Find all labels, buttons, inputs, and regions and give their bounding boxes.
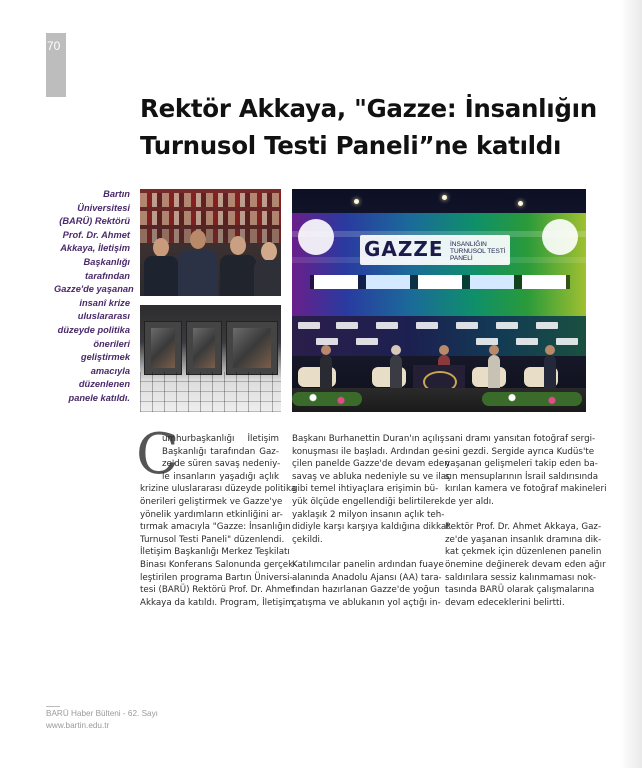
text-line: Başkanlığı tarafından Gaz- bbox=[162, 446, 279, 457]
text-line: düzeyde politika bbox=[57, 324, 130, 335]
text-line: Binası Konferans Salonunda gerçek- bbox=[140, 559, 297, 570]
text-line: yaklaşık 2 milyon insanın açlık teh- bbox=[292, 509, 445, 520]
text-line: yönelik yardımların etkinliğini ar- bbox=[140, 509, 283, 520]
column-lines bbox=[140, 483, 297, 609]
ceiling-light bbox=[354, 199, 359, 204]
text-line: çatışma ve ablukanın yol açtığı in- bbox=[292, 597, 441, 608]
text-line: sani dramı yansıtan fotoğraf sergi- bbox=[445, 434, 596, 444]
text-line: sini gezdi. Sergide ayrıca Kudüs'te bbox=[445, 446, 595, 457]
text-line: devam edeceklerini belirtti. bbox=[445, 597, 565, 608]
panelist bbox=[390, 355, 402, 389]
footer-rule bbox=[46, 706, 60, 707]
screen-brand bbox=[360, 235, 510, 265]
text-line: savaş ve abluka nedeniyle su ve ilaç bbox=[292, 471, 451, 482]
body-column-3 bbox=[445, 433, 607, 609]
footer-publication: BARÜ Haber Bülteni - 62. Sayı bbox=[46, 709, 158, 718]
text-line: alanında Anadolu Ajansı (AA) tara- bbox=[292, 572, 442, 583]
exhibit-frame bbox=[186, 321, 222, 375]
text-line: Prof. Dr. Ahmet bbox=[62, 229, 130, 240]
text-line: de yer aldı. bbox=[445, 496, 494, 507]
screen-brand-subtitle: İNSANLIĞIN TURNUSOL TESTİ PANELİ bbox=[450, 241, 506, 262]
text-line: sın mensuplarının İsrail saldırısında bbox=[445, 471, 599, 482]
paragraph bbox=[292, 433, 451, 546]
ceiling-light bbox=[442, 195, 447, 200]
ceiling-light bbox=[518, 201, 523, 206]
audience-back-row bbox=[140, 193, 281, 207]
paragraph bbox=[292, 559, 444, 609]
text-line: amacıyla bbox=[90, 365, 130, 376]
indented-lines bbox=[140, 433, 279, 483]
text-line: konuşması ile başladı. Ardından ge- bbox=[292, 446, 447, 457]
footer-website[interactable]: www.bartin.edu.tr bbox=[46, 720, 110, 730]
photo-caption bbox=[54, 188, 134, 406]
text-line: tasında BARÜ olarak çalışmalarına bbox=[445, 585, 595, 596]
screen-brand-word: GAZZE bbox=[364, 237, 444, 261]
exhibit-frame bbox=[226, 321, 278, 375]
text-line: Rektör Prof. Dr. Ahmet Akkaya, Gaz- bbox=[445, 522, 602, 533]
text-line: insanî krize bbox=[79, 297, 130, 308]
panelist bbox=[320, 355, 332, 389]
body-column-2 bbox=[292, 433, 451, 609]
text-line: Başkanlığı bbox=[83, 256, 130, 267]
panelist bbox=[544, 355, 556, 389]
text-line: Turnusol Testi Paneli" düzenlendi. bbox=[140, 534, 285, 545]
panel-stage-photo bbox=[292, 189, 586, 412]
audience-person bbox=[220, 230, 256, 296]
paragraph bbox=[445, 521, 606, 609]
title-line: Turnusol Testi Paneli”ne katıldı bbox=[140, 131, 562, 160]
text-line: tarafından bbox=[85, 270, 130, 281]
stage-flowers bbox=[292, 392, 362, 406]
audience-photo bbox=[140, 189, 281, 296]
text-line: umhurbaşkanlığı İletişim bbox=[162, 434, 279, 444]
audience-person bbox=[178, 224, 218, 296]
text-line: Bartın bbox=[103, 189, 130, 199]
presidency-logo bbox=[298, 219, 334, 255]
text-line: çilen panelde Gazze'de devam eden bbox=[292, 459, 450, 470]
paragraph bbox=[445, 433, 607, 509]
text-line: kırılan kamera ve fotoğraf makineleri bbox=[445, 484, 607, 495]
speaker-nametags bbox=[310, 275, 570, 289]
text-line: kat çekmek için düzenlenen panelin bbox=[445, 547, 602, 558]
text-line: fından hazırlanan Gazze'de yoğun bbox=[292, 585, 440, 596]
text-line: önerileri bbox=[93, 338, 130, 349]
text-line: krizine uluslararası düzeyde politika bbox=[140, 484, 297, 495]
page-number: 70 bbox=[47, 39, 61, 53]
presidency-logo bbox=[542, 219, 578, 255]
exhibit-floor-grid bbox=[140, 372, 281, 412]
audience-person bbox=[144, 232, 178, 296]
text-line: Üniversitesi bbox=[77, 202, 130, 213]
text-line: yaşanan gelişmeleri takip eden ba- bbox=[445, 459, 598, 470]
text-line: İletişim Başkanlığı Merkez Teşkilatı bbox=[140, 547, 290, 558]
text-line: geliştirmek bbox=[80, 352, 130, 363]
text-line: (BARÜ) Rektörü bbox=[59, 216, 130, 227]
text-line: leştirilen programa Bartın Üniversi- bbox=[140, 572, 293, 583]
text-line: panele katıldı. bbox=[68, 392, 130, 403]
text-line: le insanların yaşadığı açlık bbox=[162, 471, 279, 482]
text-line: ze'de yaşanan insanlık dramına dik- bbox=[445, 534, 602, 545]
text-line: ze'de süren savaş nedeniy- bbox=[162, 459, 281, 470]
text-line: tesi (BARÜ) Rektörü Prof. Dr. Ahmet bbox=[140, 585, 295, 596]
text-line: önerileri geliştirmek ve Gazze'ye bbox=[140, 496, 283, 507]
text-line: Akkaya, İletişim bbox=[60, 243, 130, 254]
text-line: didiyle karşı karşıya kaldığına dikkat bbox=[292, 522, 450, 533]
stage-screen bbox=[292, 213, 586, 329]
text-line: tırmak amacıyla "Gazze: İnsanlığın bbox=[140, 522, 291, 533]
text-line: Akkaya da katıldı. Program, İletişim bbox=[140, 597, 294, 608]
text-line: Başkanı Burhanettin Duran'ın açılış bbox=[292, 434, 445, 444]
article-title bbox=[140, 90, 610, 164]
stage-flowers bbox=[482, 392, 582, 406]
text-line: düzenlenen bbox=[78, 379, 130, 390]
text-line: Katılımcılar panelin ardından fuaye bbox=[292, 559, 444, 570]
text-line: çekildi. bbox=[292, 534, 323, 545]
page-footer bbox=[46, 708, 158, 731]
exhibition-photo bbox=[140, 305, 281, 412]
text-line: gibi temel ihtiyaçlara erişimin bü- bbox=[292, 484, 439, 495]
text-line: saldırılara sessiz kalınmaması nok- bbox=[445, 572, 597, 583]
drop-cap: C bbox=[136, 422, 179, 487]
page-edge-shadow bbox=[620, 0, 642, 768]
audience-person bbox=[254, 238, 281, 296]
title-line: Rektör Akkaya, "Gazze: İnsanlığın bbox=[140, 94, 597, 123]
panelist bbox=[488, 355, 500, 389]
audience-back-row bbox=[140, 211, 281, 225]
text-line: yük ölçüde engellendiği belirtilerek bbox=[292, 496, 445, 507]
exhibit-frame bbox=[144, 321, 182, 375]
text-line: uluslararası bbox=[77, 311, 130, 322]
text-line: Gazze'de yaşanan bbox=[54, 284, 134, 295]
body-column-1 bbox=[140, 433, 297, 609]
text-line: önemine değinerek devam eden ağır bbox=[445, 559, 606, 570]
